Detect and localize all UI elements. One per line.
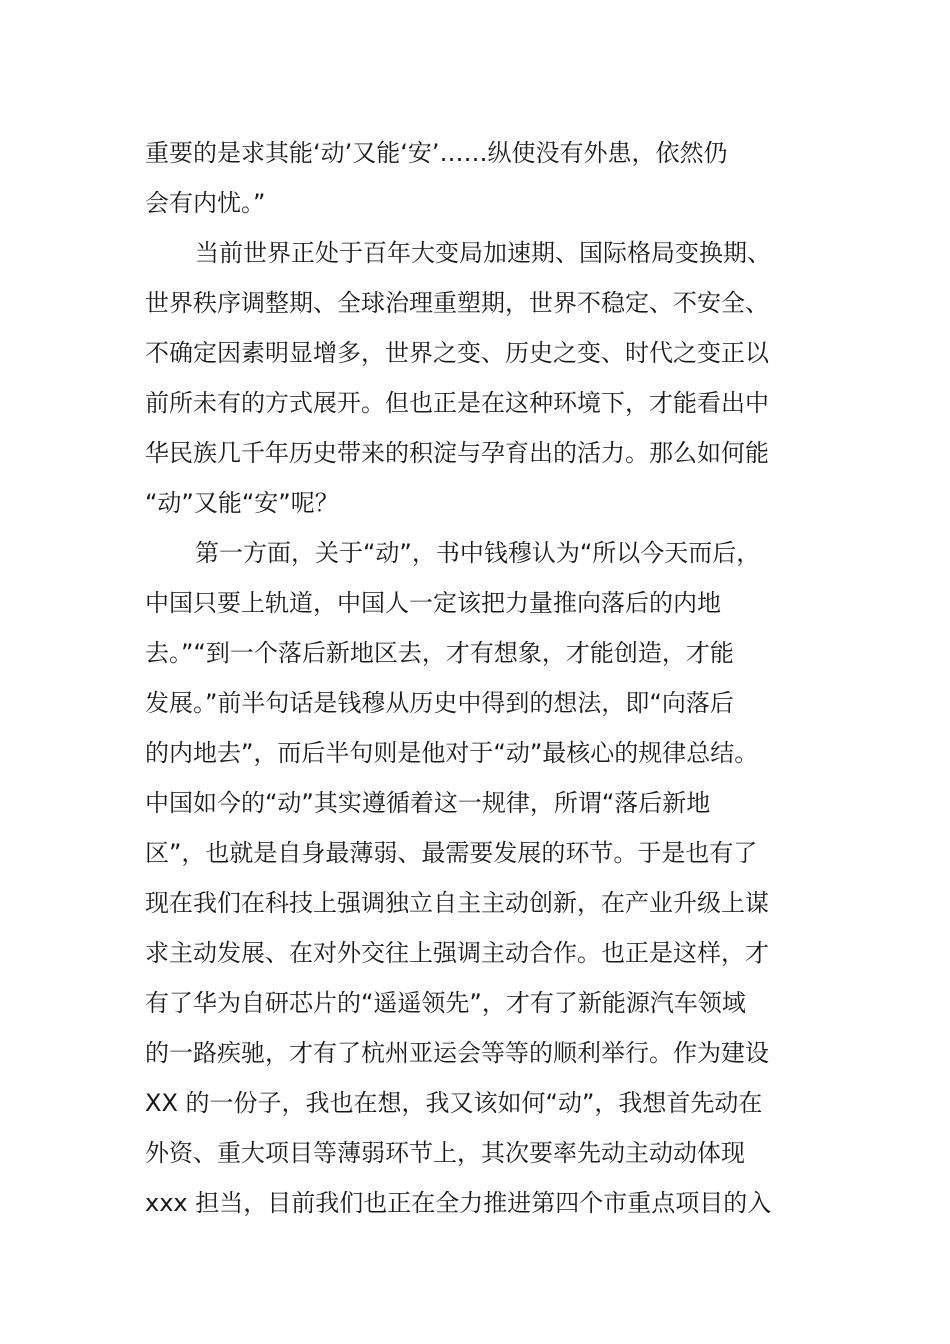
text-line: 去。”“到一个落后新地区去，才有想象，才能创造，才能 bbox=[145, 639, 734, 667]
text-line: 现在我们在科技上强调独立自主主动创新，在产业升级上谋 bbox=[145, 889, 769, 917]
text-line: 当前世界正处于百年大变局加速期、国际格局变换期、 bbox=[195, 239, 771, 267]
text-line: 不确定因素明显增多，世界之变、历史之变、时代之变正以 bbox=[145, 339, 769, 367]
text-line: 华民族几千年历史带来的积淀与孕育出的活力。那么如何能 bbox=[145, 439, 769, 467]
text-line: 发展。”前半句话是钱穆从历史中得到的想法，即“向落后 bbox=[145, 689, 734, 717]
text-line: xxx 担当，目前我们也正在全力推进第四个市重点项目的入 bbox=[145, 1189, 772, 1217]
text-line: 求主动发展、在对外交往上强调主动合作。也正是这样，才 bbox=[145, 939, 769, 967]
text-line: 的一路疾驰，才有了杭州亚运会等等的顺利举行。作为建设 bbox=[145, 1039, 769, 1067]
text-line: 中国只要上轨道，中国人一定该把力量推向落后的内地 bbox=[145, 589, 721, 617]
document-body bbox=[145, 128, 825, 1228]
text-line: “动”又能“安”呢？ bbox=[145, 489, 339, 517]
text-line: 外资、重大项目等薄弱环节上，其次要率先动主动动体现 bbox=[145, 1139, 745, 1167]
text-line: 前所未有的方式展开。但也正是在这种环境下，才能看出中 bbox=[145, 389, 769, 417]
text-line: 第一方面，关于“动”，书中钱穆认为“所以今天而后， bbox=[195, 539, 761, 567]
text-line: 会有内忧。” bbox=[145, 189, 266, 217]
text-line: 重要的是求其能‘动’又能‘安’……纵使没有外患，依然仍 bbox=[145, 139, 728, 167]
text-line: XX 的一份子，我也在想，我又该如何“动”，我想首先动在 bbox=[145, 1089, 763, 1117]
text-line: 区”，也就是自身最薄弱、最需要发展的环节。于是也有了 bbox=[145, 839, 758, 867]
text-line: 世界秩序调整期、全球治理重塑期，世界不稳定、不安全、 bbox=[145, 289, 769, 317]
text-line: 的内地去”，而后半句则是他对于“动”最核心的规律总结。 bbox=[145, 739, 759, 767]
text-line: 有了华为自研芯片的“遥遥领先”，才有了新能源汽车领域 bbox=[145, 989, 746, 1017]
text-line: 中国如今的“动”其实遵循着这一规律，所谓“落后新地 bbox=[145, 789, 711, 817]
